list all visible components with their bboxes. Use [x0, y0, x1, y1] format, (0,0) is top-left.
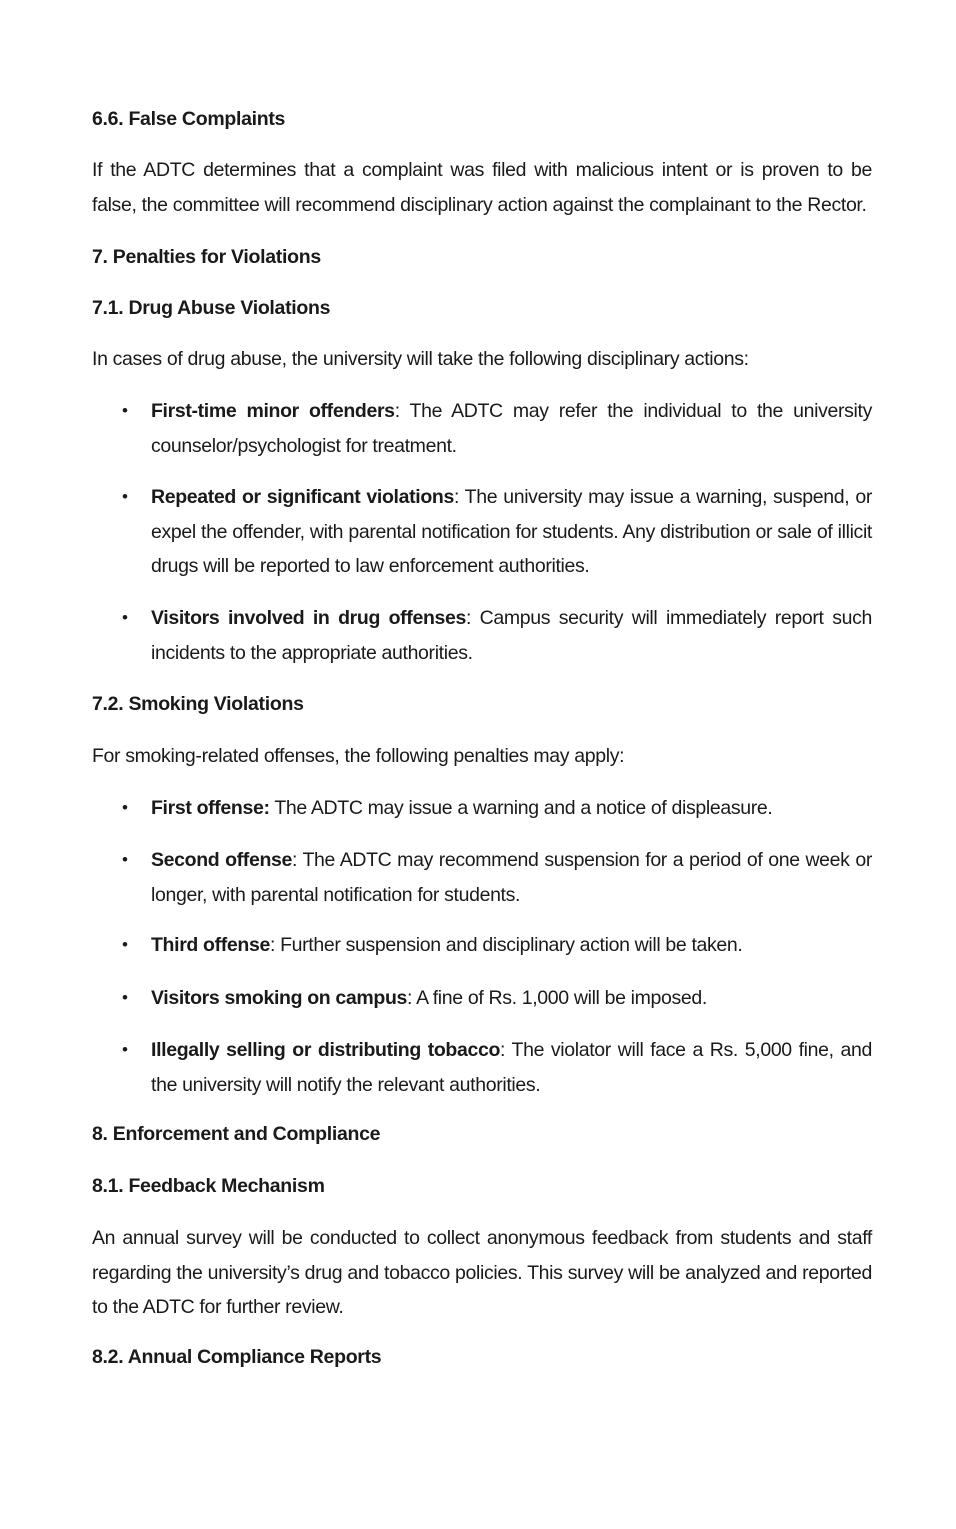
drug-abuse-penalty-list-2	[92, 480, 872, 584]
heading-8-1: 8.1. Feedback Mechanism	[92, 1175, 325, 1197]
list-item	[92, 601, 872, 670]
bullet-icon: •	[122, 608, 128, 627]
heading-7-2: 7.2. Smoking Violations	[92, 693, 304, 715]
list-item-term: Visitors smoking on campus	[151, 987, 408, 1009]
list-item-term: Repeated or significant violations	[151, 486, 454, 508]
bullet-icon: •	[122, 988, 128, 1007]
heading-7-1: 7.1. Drug Abuse Violations	[92, 297, 331, 319]
list-item-term: Visitors involved in drug offenses	[151, 607, 466, 629]
list-item-text: : The ADTC may recommend suspension for a period of one week or longer, with parental notification for students.	[151, 849, 872, 906]
list-item	[92, 394, 872, 463]
bullet-icon: •	[122, 850, 128, 869]
list-item	[92, 928, 872, 963]
heading-7: 7. Penalties for Violations	[92, 246, 321, 268]
list-item	[92, 843, 872, 912]
paragraph-smoking-intro: For smoking-related offenses, the following penalties may apply:	[92, 745, 625, 767]
smoking-penalty-list-3	[92, 928, 872, 963]
smoking-penalty-list-4	[92, 981, 872, 1016]
heading-6-6: 6.6. False Complaints	[92, 108, 286, 130]
paragraph-false-complaints: If the ADTC determines that a complaint was filed with malicious intent or is proven to be false, the committee will recommend disciplinary action against the complainant to the Rector.	[92, 159, 872, 216]
heading-8: 8. Enforcement and Compliance	[92, 1123, 381, 1145]
paragraph-feedback-mechanism: An annual survey will be conducted to collect anonymous feedback from students and staff regarding the university’s drug and tobacco policies. This survey will be analyzed and reported to the ADTC for further review.	[92, 1227, 872, 1318]
list-item	[92, 1033, 872, 1102]
list-item	[92, 981, 872, 1016]
list-item	[92, 791, 872, 826]
list-item	[92, 480, 872, 584]
list-item-term: Illegally selling or distributing tobacco	[151, 1039, 501, 1061]
bullet-icon: •	[122, 487, 128, 506]
list-item-text: : Campus security will immediately report such incidents to the appropriate authorities.	[151, 607, 872, 664]
heading-8-2: 8.2. Annual Compliance Reports	[92, 1346, 382, 1368]
list-item-text: : A fine of Rs. 1,000 will be imposed.	[407, 987, 707, 1009]
list-item-term: First offense:	[151, 797, 270, 819]
drug-abuse-penalty-list	[92, 394, 872, 463]
smoking-penalty-list-2	[92, 843, 872, 912]
list-item-text: : The ADTC may refer the individual to the university counselor/psychologist for treatment.	[151, 400, 873, 457]
bullet-icon: •	[122, 935, 128, 954]
paragraph-drug-abuse-intro: In cases of drug abuse, the university will take the following disciplinary actions:	[92, 348, 749, 370]
drug-abuse-penalty-list-3	[92, 601, 872, 670]
bullet-icon: •	[122, 798, 128, 817]
list-item-text: : Further suspension and disciplinary action will be taken.	[269, 934, 743, 956]
list-item-text: : The university may issue a warning, suspend, or expel the offender, with parental notification for students. Any distribution or sale of illicit drugs will be reported to law enforcement authorities.	[151, 486, 872, 577]
smoking-penalty-list-5	[92, 1033, 872, 1102]
list-item-text: : The violator will face a Rs. 5,000 fine, and the university will notify the relevant authorities.	[151, 1039, 872, 1096]
list-item-term: Second offense	[151, 849, 292, 871]
bullet-icon: •	[122, 1040, 128, 1059]
list-item-term: Third offense	[151, 934, 270, 956]
smoking-penalty-list-1	[92, 791, 872, 826]
list-item-term: First-time minor offenders	[151, 400, 395, 422]
bullet-icon: •	[122, 401, 128, 420]
list-item-text: The ADTC may issue a warning and a notice of displeasure.	[269, 797, 773, 819]
